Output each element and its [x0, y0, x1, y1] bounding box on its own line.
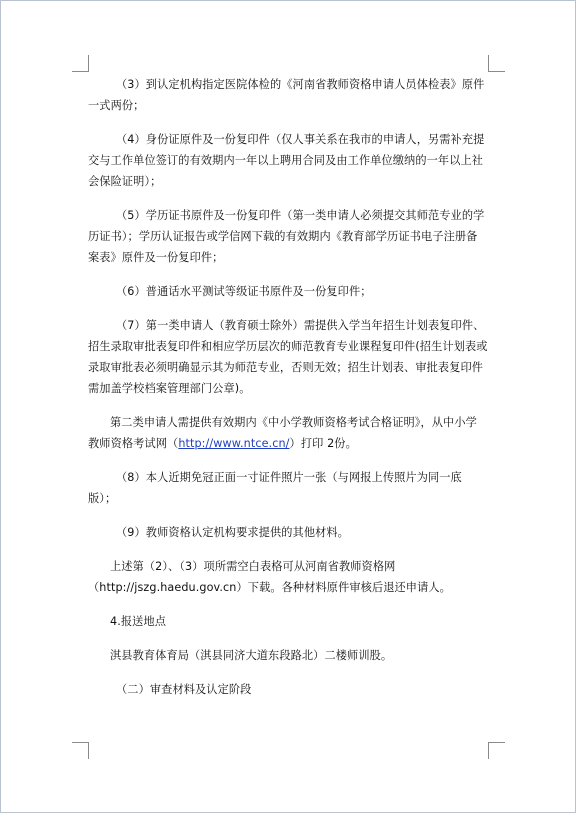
paragraph-text-after-link: ）打印 2份。	[289, 437, 357, 450]
paragraph-text-before-link: 第二类申请人需提供有效期内《中小学教师资格考试合格证明》，从中小学教师资格考试网（	[88, 416, 477, 450]
paragraph-item-5: （5）学历证书原件及一份复印件（第一类申请人必须提交其师范专业的学历证书）；学历认证报告或学信网下载的有效期内《教育部学历证书电子注册备案表》原件及一份复印件；	[88, 209, 485, 264]
paragraph-item-9: （9）教师资格认定机构要求提供的其他材料。	[116, 526, 349, 539]
section-heading-submission-location: 4.报送地点	[110, 615, 167, 628]
paragraph-item-6: （6）普通话水平测试等级证书原件及一份复印件；	[116, 285, 372, 298]
paragraph-blank-forms: 上述第（2）、（3）项所需空白表格可从河南省教师资格网（http://jszg.haedu.gov.cn）下载。各种材料原件审核后退还申请人。	[88, 560, 451, 594]
crop-mark-top-left	[72, 55, 89, 72]
ntce-link[interactable]: http://www.ntce.cn/	[178, 437, 290, 450]
crop-mark-bottom-right	[488, 742, 505, 759]
crop-mark-top-right	[488, 55, 505, 72]
crop-mark-bottom-left	[72, 742, 89, 759]
paragraph-item-3: （3）到认定机构指定医院体检的《河南省教师资格申请人员体检表》原件一式两份；	[88, 78, 485, 112]
paragraph-item-7: （7）第一类申请人（教育硕士除外）需提供入学当年招生计划表复印件、招生录取审批表复印件和相应学历层次的师范教育专业课程复印件(招生计划表或录取审批表必须明确显示其为师范专业，否则无效；招生计划表、审批表复印件需加盖学校档案管理部门公章)。	[88, 319, 488, 395]
paragraph-item-8: （8）本人近期免冠正面一寸证件照片一张（与网报上传照片为同一底版）；	[88, 471, 462, 505]
paragraph-submission-address: 淇县教育体育局（淇县同济大道东段路北）二楼师训股。	[110, 649, 393, 662]
document-body	[88, 74, 488, 713]
paragraph-second-type-applicants	[88, 412, 488, 454]
paragraph-item-4: （4）身份证原件及一份复印件（仅人事关系在我市的申请人，另需补充提交与工作单位签订的有效期内一年以上聘用合同及由工作单位缴纳的一年以上社会保险证明）；	[88, 133, 485, 188]
section-heading-review-stage: （二）审查材料及认定阶段	[116, 683, 252, 696]
